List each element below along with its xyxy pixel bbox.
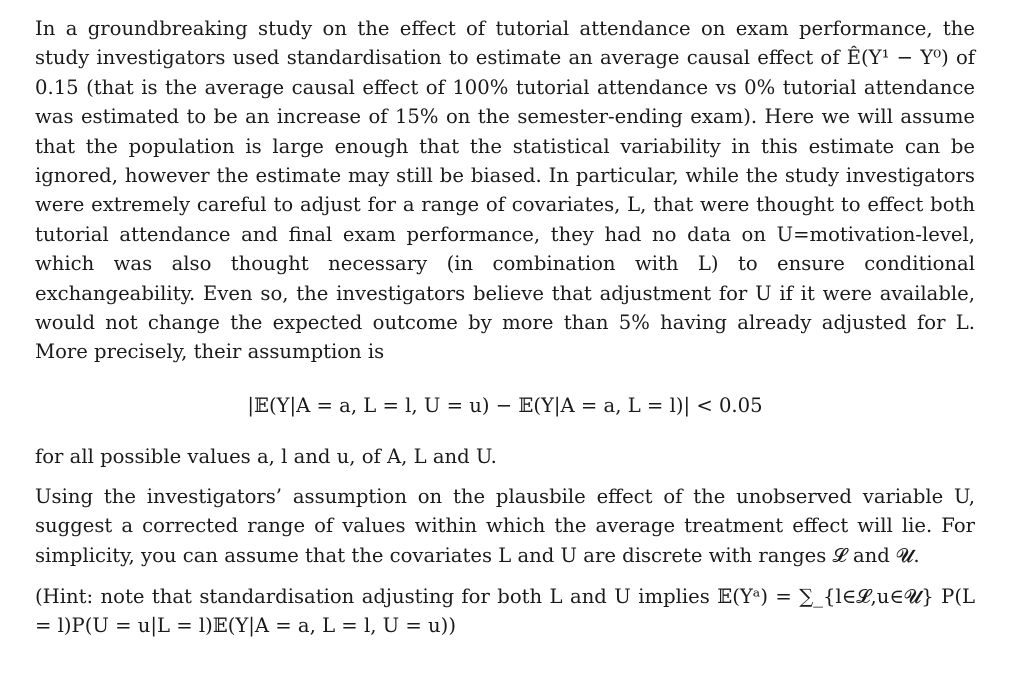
paragraph-question: Using the investigators’ assumption on the plausbile effect of the unobserved variable U, suggest a corrected range of values within which the average treatment effect will lie. For simplicity, you can assume that the covariates L and U are discrete with ranges 𝓛 and 𝓤. — [35, 484, 975, 567]
assumption-equation: |𝔼(Y|A = a, L = l, U = u) − 𝔼(Y|A = a, L = l)| < 0.05 — [247, 393, 763, 417]
paragraph-intro: In a groundbreaking study on the effect of tutorial attendance on exam performance, the study investigators used standardisation to estimate an average causal effect of Ê(Y¹ − Y⁰) of 0.15 (that is the average causal effect of 100% tutorial attendance vs 0% tutorial attendance was estimated to be an increase of 15% on the semester-ending exam). Here we will assume that the population is large enough that the statistical variability in this estimate can be ignored, however the estimate may still be biased. In particular, while the study investigators were extremely careful to adjust for a range of covariates, L, that were thought to effect both tutorial attendance and final exam performance, they had no data on U=motivation-level, which was also thought necessary (in combination with L) to ensure conditional exchangeability. Even so, the investigators believe that adjustment for U if it were available, would not change the expected outcome by more than 5% having already adjusted for L. More precisely, their assumption is — [35, 17, 975, 364]
paragraph-values: for all possible values a, l and u, of A, L and U. — [35, 445, 497, 469]
document-page — [35, 14, 975, 641]
paragraph-hint: (Hint: note that standardisation adjusting for both L and U implies 𝔼(Yᵃ) = ∑_{l∈𝓛,u∈𝓤} P(L = l)P(U = u|L = l)𝔼(Y|A = a, L = l, U = u)) — [35, 584, 975, 638]
